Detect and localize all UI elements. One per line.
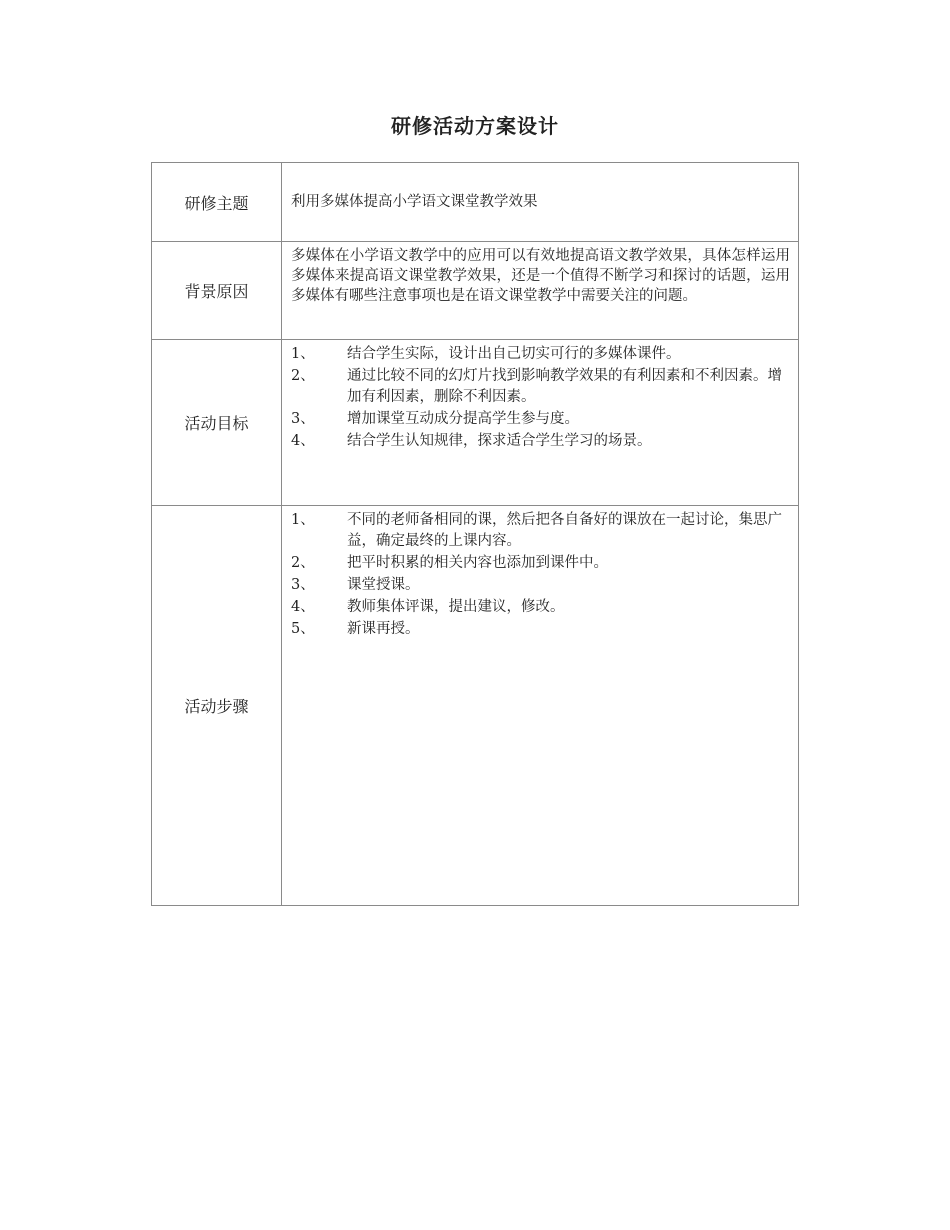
table-row-topic (152, 163, 799, 242)
topic-label: 研修主题 (152, 163, 282, 242)
list-item (291, 366, 790, 408)
list-item (291, 597, 790, 618)
list-item-text: 新课再授。 (347, 621, 420, 637)
list-item (291, 553, 790, 574)
goals-label: 活动目标 (152, 340, 282, 506)
list-item-text: 教师集体评课，提出建议，修改。 (347, 599, 565, 615)
list-item-number: 1、 (291, 512, 315, 528)
steps-list (291, 510, 790, 640)
table-row-goals (152, 340, 799, 506)
table-row-steps (152, 506, 799, 906)
page-title: 研修活动方案设计 (391, 114, 559, 138)
list-item-number: 1、 (291, 346, 315, 362)
table-row-background (152, 242, 799, 340)
list-item-number: 3、 (291, 411, 315, 427)
list-item-text: 结合学生认知规律，探求适合学生学习的场景。 (347, 433, 652, 449)
steps-cell (282, 506, 799, 906)
list-item-number: 4、 (291, 433, 315, 449)
list-item-text: 通过比较不同的幻灯片找到影响教学效果的有利因素和不利因素。增加有利因素，删除不利因素。 (347, 368, 782, 405)
list-item (291, 344, 790, 365)
list-item-text: 把平时积累的相关内容也添加到课件中。 (347, 555, 608, 571)
steps-label: 活动步骤 (152, 506, 282, 906)
list-item (291, 431, 790, 452)
topic-value: 利用多媒体提高小学语文课堂教学效果 (282, 163, 799, 242)
background-label: 背景原因 (152, 242, 282, 340)
list-item-text: 课堂授课。 (347, 577, 420, 593)
list-item-number: 4、 (291, 599, 315, 615)
goals-cell (282, 340, 799, 506)
list-item-text: 不同的老师备相同的课，然后把各自备好的课放在一起讨论，集思广益，确定最终的上课内容。 (347, 512, 782, 549)
background-cell (282, 242, 799, 340)
goals-list (291, 344, 790, 452)
list-item (291, 510, 790, 552)
list-item (291, 409, 790, 430)
plan-table (151, 162, 799, 906)
list-item-number: 5、 (291, 621, 315, 637)
list-item (291, 575, 790, 596)
list-item-number: 3、 (291, 577, 315, 593)
list-item (291, 619, 790, 640)
list-item-number: 2、 (291, 555, 315, 571)
list-item-text: 结合学生实际，设计出自己切实可行的多媒体课件。 (347, 346, 681, 362)
list-item-number: 2、 (291, 368, 315, 384)
background-text: 多媒体在小学语文教学中的应用可以有效地提高语文教学效果，具体怎样运用多媒体来提高语文课堂教学效果，还是一个值得不断学习和探讨的话题，运用多媒体有哪些注意事项也是在语文课堂教学中需要关注的问题。 (291, 248, 790, 304)
list-item-text: 增加课堂互动成分提高学生参与度。 (347, 411, 579, 427)
